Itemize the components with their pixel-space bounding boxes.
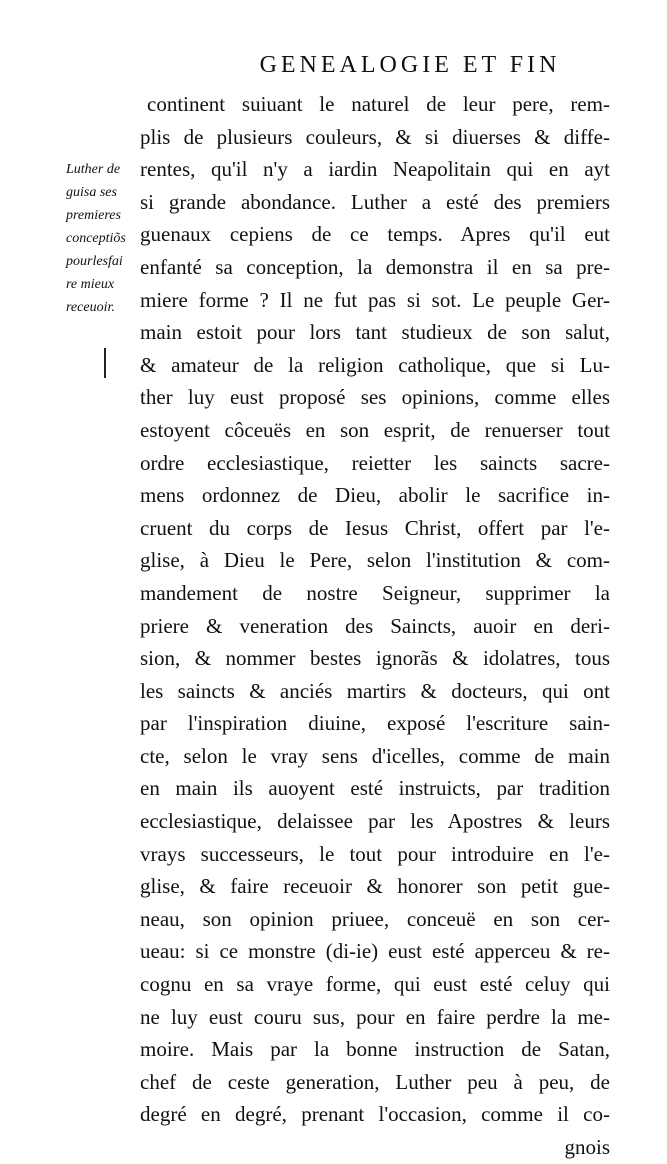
text-line: chef de ceste generation, Luther peu à peu, de [140,1069,610,1094]
text-line: ordre ecclesiastique, reietter les saincts sacre- [140,450,610,475]
marginal-note-line: Luther de [66,162,121,177]
text-line: vrays successeurs, le tout pour introduire en l'e- [140,841,610,866]
marginal-note-line: guisa ses [66,185,117,200]
catchword: gnois [564,1135,610,1159]
text-line: mens ordonnez de Dieu, abolir le sacrifice in- [140,483,610,508]
text-line: continent suiuant le naturel de leur pere, rem- [147,92,610,116]
text-line: enfanté sa conception, la demonstra il en sa pre- [140,254,610,279]
text-line: estoyent côceuës en son esprit, de renuerser tout [140,417,610,442]
text-line: rentes, qu'il n'y a iardin Neapolitain qui en ayt [140,157,610,182]
text-line: miere forme ? Il ne fut pas si sot. Le peuple Ger- [140,287,610,312]
text-line: en main ils auoyent esté instruicts, par tradition [140,776,610,801]
text-line: degré en degré, prenant l'occasion, comme il co- [140,1102,610,1127]
text-line: sion, & nommer bestes ignorãs & idolatres, tous [140,646,610,671]
marginal-note-line: receuoir. [66,300,115,315]
marginal-note-line: pourlesfai [66,254,123,269]
text-line: si grande abondance. Luther a esté des premiers [140,189,610,214]
text-line: par l'inspiration diuine, exposé l'escriture sain- [140,711,610,736]
text-line: cte, selon le vray sens d'icelles, comme de main [140,743,610,768]
marginal-note-line: premieres [66,208,121,223]
marginal-note [66,158,146,319]
text-line: neau, son opinion priuee, conceuë en son cer- [140,906,610,931]
text-line: ueau: si ce monstre (di-ie) eust esté apperceu & re- [140,939,610,964]
text-line: ther luy eust proposé ses opinions, comme elles [140,385,610,410]
text-line: cognu en sa vraye forme, qui eust esté celuy qui [140,972,610,997]
text-line: cruent du corps de Iesus Christ, offert par l'e- [140,515,610,540]
text-line: les saincts & anciés martirs & docteurs, qui ont [140,678,610,703]
text-line: main estoit pour lors tant studieux de son salut, [140,320,610,345]
text-line: guenaux cepiens de ce temps. Apres qu'il eut [140,222,610,247]
text-line: glise, & faire receuoir & honorer son petit gue- [140,874,610,899]
text-line: ne luy eust couru sus, pour en faire perdre la me- [140,1004,610,1029]
text-line: moire. Mais par la bonne instruction de Satan, [140,1037,610,1062]
text-line: mandement de nostre Seigneur, supprimer la [140,580,610,605]
margin-mark [104,348,106,378]
marginal-note-line: conceptiõs [66,231,126,246]
text-line: priere & veneration des Saincts, auoir en deri- [140,613,610,638]
text-line: ecclesiastique, delaissee par les Apostres & leurs [140,809,610,834]
text-line: & amateur de la religion catholique, que si Lu- [140,352,610,377]
text-line: glise, à Dieu le Pere, selon l'institution & com- [140,548,610,573]
running-head: GENEALOGIE ET FIN [259,52,561,78]
body-text [140,88,610,1164]
text-line: plis de plusieurs couleurs, & si diuerses & diffe- [140,124,610,149]
marginal-note-line: re mieux [66,277,115,292]
